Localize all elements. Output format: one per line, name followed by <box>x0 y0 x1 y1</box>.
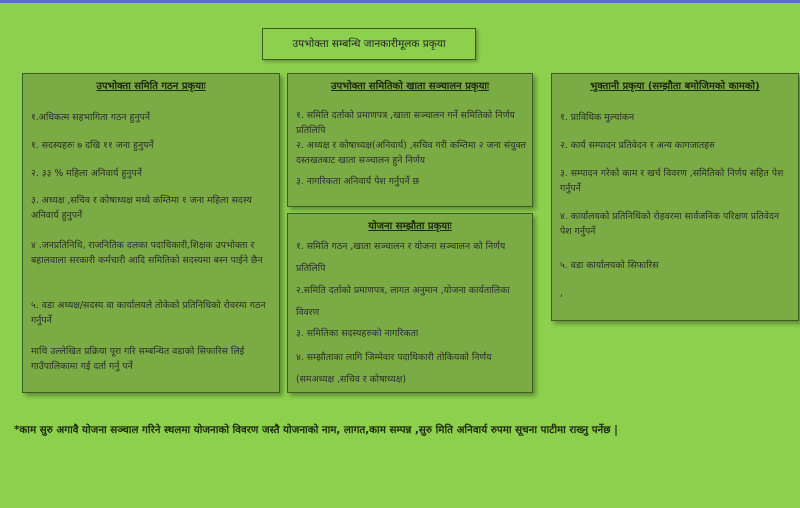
payment-process-box <box>551 73 799 321</box>
committee-item-6: ५. वडा अध्यक्ष/सदस्य वा कार्यालयले तोकेको प्रतिनिधिको रोवरमा गठन गर्नुपर्ने <box>31 300 266 326</box>
payment-item-3: ३. सम्पादन गरेको काम र खर्च विवरण ,समितिको निर्णय सहित पेश गर्नुपर्ने <box>560 168 784 194</box>
top-border-line <box>0 0 800 3</box>
payment-item-2: २. कार्य सम्पादन प्रतिवेदन र अन्य कागजातहरु <box>560 140 715 151</box>
agreement-item-4: ४. सम्झौताका लागि जिम्मेवार पदाधिकारी तोकियको निर्णय (समअध्यक्ष ,सचिव र कोषाध्यक्ष) <box>296 352 492 385</box>
account-item-2: २. अध्यक्ष र कोषाध्यक्ष(अनिवार्य) ,सचिव गरी कम्तिमा २ जना संयुक्त दस्तखतबाट खाता सञ्चालन हुने निर्णय <box>296 140 526 166</box>
payment-item-4: ४. कार्यालयको प्रतिनिधिको रोहवरमा सार्वजनिक परिक्षण प्रतिवेदन पेश गर्नुपर्ने <box>560 211 780 237</box>
committee-item-3: २. ३३ % महिला अनिवार्य हुनुपर्ने <box>31 168 142 179</box>
agreement-item-2: २.समिति दर्ताको प्रमाणपत्र, लागत अनुमान ,योजना कार्यतालिका विवरण <box>296 285 510 318</box>
payment-item-6: , <box>560 288 563 299</box>
agreement-item-3: ३. समितिका सदस्यहरुको नागरिकता <box>296 328 419 339</box>
committee-formation-box <box>22 73 280 393</box>
committee-item-1: १.अधिकत्म सहभागिता गठन हुनुपर्ने <box>31 112 151 123</box>
agreement-item-1: १. समिति गठन ,खाता सञ्चालन र योजना सञ्चालन को निर्णय प्रतिलिपि <box>296 241 506 274</box>
account-item-1: १. समिति दर्ताको प्रमाणपत्र ,खाता सञ्चालन गर्ने समितिको निर्णय प्रतिलिपि <box>296 110 515 136</box>
committee-item-4: ३. अध्यक्ष ,सचिव र कोषाध्यक्ष मध्ये कम्तिमा १ जना महिला सदस्य अनिवार्य हुनुपर्ने <box>31 195 252 221</box>
committee-item-2: १. सदस्यहरुः ७ दखि ११ जना हुनुपर्ने <box>31 140 154 151</box>
payment-item-1: १. प्राविधिक मुल्यांकन <box>560 112 635 123</box>
account-operation-heading: उपभोक्ता समितिको खाता सञ्चालन प्रकृयाः <box>331 81 489 92</box>
payment-item-5: ५. वडा कार्यालयको सिफारिस <box>560 260 659 271</box>
committee-item-5: ४ .जनप्रतिनिधि, राजनितिक दलका पदाधिकारी,शिक्षक उपभोक्ता र बहालवाला सरकारी कर्मचारी आदि समितिको सदस्यमा बस्न पाईने छैन <box>31 240 263 266</box>
agreement-process-heading: योजना सम्झौता प्रकृयाः <box>368 221 452 232</box>
account-operation-box <box>287 73 533 207</box>
account-item-3: ३. नागरिकता अनिवार्य पेश गर्नुपर्ने छ <box>296 176 420 187</box>
footer-notice: *काम सुरु अगावै योजना सञ्चाल गरिने स्थलमा योजनाको विवरण जस्तै योजनाको नाम, लागत,काम सम्पन्न ,सुरु मिति अनिवार्य रुपमा सूचना पाटीमा राख्नु पर्नेछ | <box>14 424 618 436</box>
committee-formation-heading: उपभोक्ता समिति गठन प्रकृयाः <box>96 81 206 92</box>
page-title: उपभोक्ता सम्बन्धि जानकारीमूलक प्रकृया <box>262 28 476 60</box>
agreement-process-box <box>287 213 533 393</box>
committee-item-7: माथि उल्लेखित प्रक्रिया पूरा गरि सम्बन्धित वडाको सिफारिस लिई गाउँपालिकामा गई दर्ता गर्नु पर्ने <box>31 346 245 372</box>
payment-process-heading: भुक्तानी प्रकृया (सम्झौता बमोजिमको कामको) <box>590 81 760 92</box>
